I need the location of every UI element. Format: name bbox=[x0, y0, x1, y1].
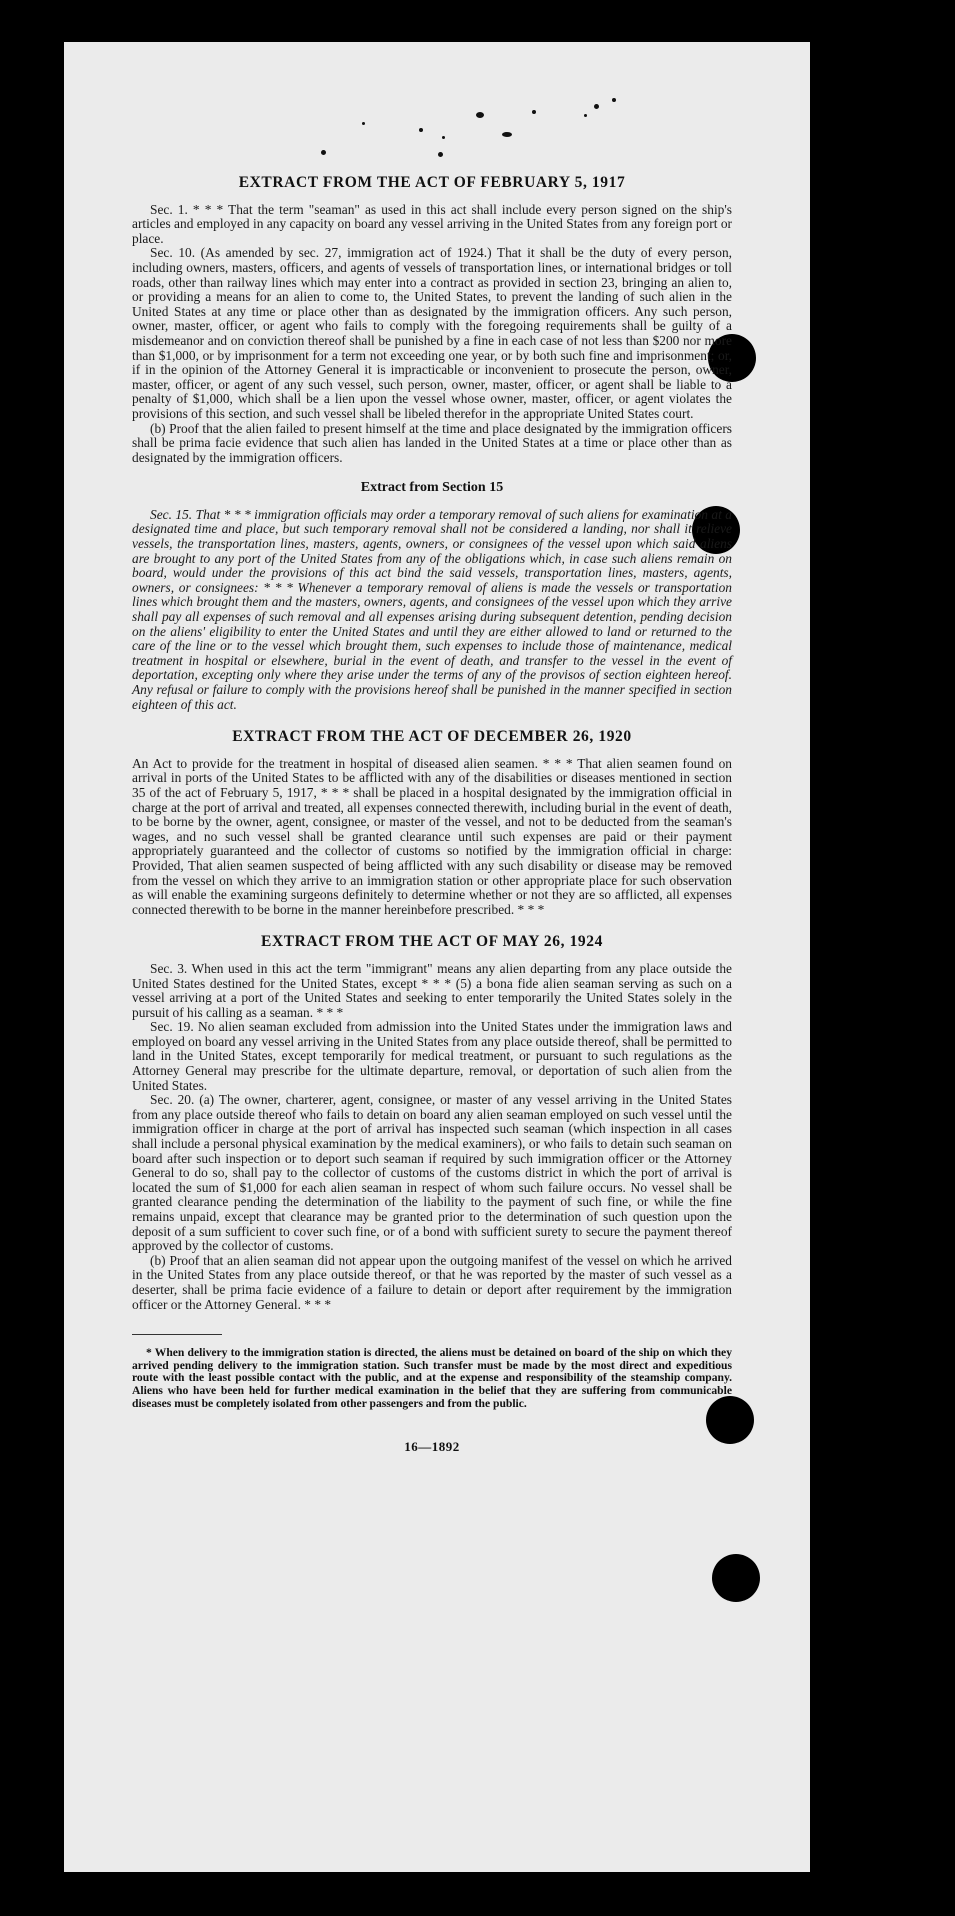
paragraph-sec-10: Sec. 10. (As amended by sec. 27, immigration act of 1924.) That it shall be the duty of every person, including owners, masters, officers, and agents of vessels of transportation lines, or international bridges or toll roads, other than railway lines which may enter into a contract as provided in section 23, bringing an alien to, or providing a means for an alien to come to, the United States, to prevent the landing of such alien in the United States at any time or place other than as designated by the immigration officers. Any such person, owner, master, officer, or agent who fails to comply with the foregoing requirements shall be guilty of a misdemeanor and on conviction thereof shall be punished by a fine in each case of not less than $200 nor more than $1,000, or by imprisonment for a term not exceeding one year, or by both such fine and imprisonment; or, if in the opinion of the Attorney General it is impracticable or inconvenient to prosecute the person, owner, master, officer, or agent of any such vessel, such person, owner, master, officer, or agent shall be liable to a penalty of $1,000, which shall be a lien upon the vessel whose owner, master, officer, or agent violates the provisions of this section, and such vessel shall be libeled therefor in the appropriate United States court. bbox=[132, 245, 732, 421]
document-body bbox=[132, 176, 732, 1455]
paragraph-sec-3: Sec. 3. When used in this act the term "immigrant" means any alien departing from any place outside the United States destined for the United States, except * * * (5) a bona fide alien seaman serving as such on a vessel arriving at a port of the United States and seeking to enter temporarily the United States solely in the pursuit of his calling as a seaman. * * * bbox=[132, 960, 732, 1020]
paragraph-sec-19: Sec. 19. No alien seaman excluded from admission into the United States under the immigration laws and employed on board any vessel arriving in the United States from any place outside thereof, shall be permitted to land in the United States, except temporarily for medical treatment, or pursuant to such regulations as the Attorney General may prescribe for the ultimate departure, removal, or deportation of such alien from the United States. bbox=[132, 1019, 732, 1093]
scan-specks bbox=[64, 42, 810, 182]
footnote-divider bbox=[132, 1334, 222, 1335]
footnote: * When delivery to the immigration station is directed, the aliens must be detained on board of the ship on which they arrived pending delivery to the immigration station. Such transfer must be made by the most direct and expeditious route with the least possible contact with the public, and at the expense and responsibility of the steamship company. Aliens who have been held for further medical examination in the belief that they are suffering from communicable diseases must be completely isolated from other passengers and from the public. bbox=[132, 1346, 732, 1410]
paragraph-sec-20-b: (b) Proof that an alien seaman did not appear upon the outgoing manifest of the vessel on which he arrived in the United States from any place outside thereof, or that he was reported by the master of such vessel as a deserter, shall be prima facie evidence of a failure to detain or deport after requirement by the immigration officer or the Attorney General. * * * bbox=[132, 1252, 732, 1312]
paragraph-sec-15: Sec. 15. That * * * immigration officials may order a temporary removal of such aliens for examination at a designated time and place, but such temporary removal shall not be considered a landing, nor shall it relieve vessels, the transportation lines, masters, agents, owners, or consignees of the vessel upon which said aliens are brought to any port of the United States from any of the obligations which, in case such aliens remain on board, would under the provisions of this act bind the said vessels, transportation lines, masters, agents, owners, or consignees: * * * Whenever a temporary removal of aliens is made the vessels or transportation lines which brought them and the masters, owners, agents, and consignees of the vessel upon which they arrive shall pay all expenses of such removal and all expenses arising during subsequent detention, pending decision on the aliens' eligibility to enter the United States and until they are either allowed to land or returned to the care of the line or to the vessel which brought them, such expenses to include those of maintenance, medical treatment in hospital or elsewhere, burial in the event of death, and transfer to the vessel in the event of deportation, excepting only where they arise under the terms of any of the provisos of section eighteen hereof. Any refusal or failure to comply with the provisions hereof shall be punished in the manner specified in section eighteen of this act. bbox=[132, 506, 732, 712]
heading-act-feb-1917: EXTRACT FROM THE ACT OF FEBRUARY 5, 1917 bbox=[238, 174, 626, 191]
heading-act-dec-1920: EXTRACT FROM THE ACT OF DECEMBER 26, 1920 bbox=[232, 728, 632, 746]
paragraph-act-1920: An Act to provide for the treatment in hospital of diseased alien seamen. * * * That alien seamen found on arrival in ports of the United States to be afflicted with any of the disabilities or diseases mentioned in section 35 of the act of February 5, 1917, * * * shall be placed in a hospital designated by the immigration official in charge at the port of arrival and treated, all expenses connected therewith, including burial in the event of death, to be borne by the owner, agent, consignee, or master of the vessel, and not to be deducted from the seaman's wages, and no such vessel shall be granted clearance until such expenses are paid or their payment appropriately guaranteed and the collector of customs so notified by the immigration official in charge: Provided, That alien seamen suspected of being afflicted with any such disability or disease may be removed from the vessel on which they arrive to an immigration station or other appropriate place for such observation as will enable the examining surgeons definitely to determine whether or not they are so afflicted, all expenses connected therewith to be borne in the manner hereinbefore prescribed. * * * bbox=[132, 755, 732, 917]
paragraph-sec-20-a: Sec. 20. (a) The owner, charterer, agent, consignee, or master of any vessel arriving in the United States from any place outside thereof who fails to detain on board any alien seaman employed on such vessel until the immigration officer in charge at the port of arrival has inspected such seaman (which inspection in all cases shall include a personal physical examination by the medical examiners), or who fails to detain such seaman on board after such inspection or to deport such seaman if required by such immigration officer or the Attorney General to do so, shall pay to the collector of customs of the customs district in which the port of arrival is located the sum of $1,000 for each alien seaman in respect of whom such failure occurs. No vessel shall be granted clearance pending the determination of the liability to the payment of such fine, or while the fine remains unpaid, except that clearance may be granted prior to the determination of such question upon the deposit of a sum sufficient to cover such fine, or of a bond with sufficient surety to secure the payment thereof approved by the collector of customs. bbox=[132, 1092, 732, 1254]
page-number: 16—1892 bbox=[404, 1439, 460, 1455]
paragraph-sec-1: Sec. 1. * * * That the term "seaman" as used in this act shall include every person signed on the ship's articles and employed in any capacity on board any vessel arriving in the United States from any foreign port or place. bbox=[132, 201, 732, 246]
heading-section-15: Extract from Section 15 bbox=[360, 480, 504, 496]
punch-hole-4 bbox=[712, 1554, 760, 1602]
heading-act-may-1924: EXTRACT FROM THE ACT OF MAY 26, 1924 bbox=[261, 933, 603, 951]
paragraph-sec-10-b: (b) Proof that the alien failed to present himself at the time and place designated by the immigration officers shall be prima facie evidence that such alien has landed in the United States at a time or place other than as designated by the immigration officers. bbox=[132, 420, 732, 465]
document-page bbox=[64, 42, 810, 1872]
